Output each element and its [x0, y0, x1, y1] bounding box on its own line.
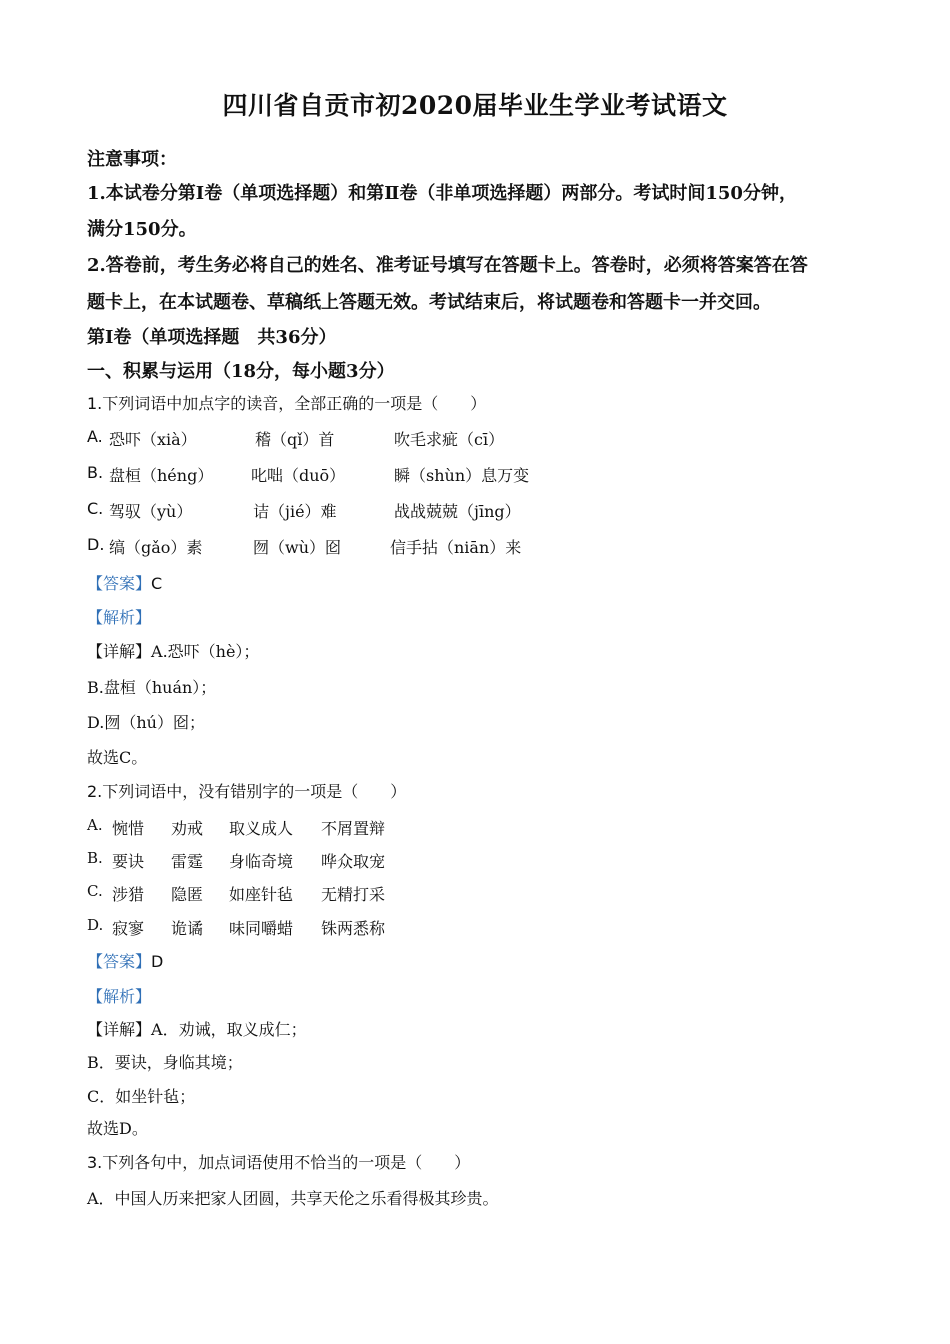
q1-detail-line4: 故选C。: [87, 748, 148, 767]
q1-number: 1.: [87, 394, 103, 413]
q2-option-c-word4: 无精打采: [321, 885, 386, 904]
q2-answer-tag: 【答案】: [87, 952, 152, 971]
q1-detail-text1: A.恐吓（hè）；: [151, 642, 260, 661]
q1-option-b-word1: 盘桓（héng）: [109, 466, 214, 485]
q1-option-a-letter: A.: [87, 427, 103, 446]
q2-option-b-word2: 雷霆: [171, 852, 204, 871]
q1-option-d-word3: 信手拈（niān）来: [390, 538, 522, 557]
q2-option-a-word3: 取义成人: [229, 819, 294, 838]
notice-heading: 注意事项：: [87, 149, 177, 170]
q2-analysis-tag: 【解析】: [87, 987, 152, 1006]
q2-answer: [87, 949, 163, 972]
q1-detail-tag: 【详解】: [87, 642, 152, 661]
q3-number: 3.: [87, 1153, 103, 1172]
q1-analysis-tag: 【解析】: [87, 608, 152, 627]
q3-stem-text: 下列各句中，加点词语使用不恰当的一项是（ ）: [102, 1153, 471, 1172]
notice-item2-line2: 题卡上，在本试题卷、草稿纸上答题无效。考试结束后，将试题卷和答题卡一并交回。: [87, 292, 771, 313]
q2-option-d-word4: 铢两悉称: [321, 919, 386, 938]
q1-option-a-word3: 吹毛求疵（cī）: [394, 430, 505, 449]
q1-detail-line2: B.盘桓（huán）；: [87, 678, 217, 697]
q2-stem: [87, 779, 406, 802]
q2-option-c-word3: 如座针毡: [229, 885, 294, 904]
q1-option-b-word3: 瞬（shùn）息万变: [394, 466, 530, 485]
notice-item2-line1: 2.答卷前，考生务必将自己的姓名、准考证号填写在答题卡上。答卷时，必须将答案答在答: [87, 255, 808, 276]
q1-option-c-word2: 诘（jié）难: [253, 502, 337, 521]
q2-detail-line4: 故选D。: [87, 1119, 148, 1138]
q2-option-b-word3: 身临奇境: [229, 852, 294, 871]
q1-detail-line1: [87, 639, 259, 662]
page-title: 四川省自贡市初2020届毕业生学业考试语文: [222, 91, 728, 120]
q1-option-b-word2: 叱咄（duō）: [251, 466, 346, 485]
q1-option-c-letter: C.: [87, 499, 104, 518]
q2-option-a-word2: 劝戒: [171, 819, 204, 838]
q2-stem-text: 下列词语中，没有错别字的一项是（ ）: [102, 782, 407, 801]
q1-option-d-word1: 缟（gǎo）素: [109, 538, 203, 557]
q2-option-c-letter: C.: [87, 882, 103, 900]
q3-stem: [87, 1150, 470, 1173]
q1-answer-value: C: [151, 574, 163, 593]
q2-option-c-word1: 涉猎: [112, 885, 145, 904]
q2-option-b-letter: B.: [87, 849, 103, 867]
q1-stem: [87, 391, 486, 414]
q1-option-c-word1: 驾驭（yù）: [109, 502, 193, 521]
q1-option-a-word1: 恐吓（xià）: [109, 430, 197, 449]
section1-heading: 一、积累与运用（18分，每小题3分）: [87, 361, 395, 382]
q1-answer: [87, 571, 162, 594]
q2-detail-text1: A．劝诫，取义成仁；: [151, 1020, 307, 1039]
q2-option-a-letter: A.: [87, 816, 103, 834]
notice-item1-line2: 满分150分。: [87, 219, 197, 240]
q2-detail-tag: 【详解】: [87, 1020, 152, 1039]
q1-option-a-word2: 稽（qǐ）首: [255, 430, 335, 449]
q2-option-a-word4: 不屑置辩: [321, 819, 386, 838]
q2-number: 2.: [87, 782, 103, 801]
part1-heading: 第Ⅰ卷（单项选择题 共36分）: [87, 327, 337, 348]
q2-answer-value: D: [151, 952, 164, 971]
q1-answer-tag: 【答案】: [87, 574, 152, 593]
q2-option-c-word2: 隐匿: [171, 885, 204, 904]
q2-option-a-word1: 惋惜: [112, 819, 145, 838]
q2-detail-line2: B．要诀，身临其境；: [87, 1053, 243, 1072]
q2-option-d-word1: 寂寥: [112, 919, 145, 938]
q1-stem-text: 下列词语中加点字的读音，全部正确的一项是（ ）: [102, 394, 487, 413]
q2-option-d-word3: 味同嚼蜡: [229, 919, 294, 938]
notice-item1-line1: 1.本试卷分第Ⅰ卷（单项选择题）和第Ⅱ卷（非单项选择题）两部分。考试时间150分钟，: [87, 183, 797, 204]
q1-option-d-word2: 囫（wù）囵: [253, 538, 342, 557]
q2-option-b-word4: 哗众取宠: [321, 852, 386, 871]
q2-option-d-word2: 诡谲: [171, 919, 204, 938]
q2-option-b-word1: 要诀: [112, 852, 145, 871]
q1-detail-line3: D.囫（hú）囵；: [87, 713, 205, 732]
q2-option-d-letter: D.: [87, 916, 104, 934]
q3-option-a: A．中国人历来把家人团圆，共享天伦之乐看得极其珍贵。: [87, 1189, 499, 1208]
q2-detail-line1: [87, 1017, 307, 1040]
q1-option-b-letter: B.: [87, 463, 104, 482]
q1-option-d-letter: D.: [87, 535, 105, 554]
q2-detail-line3: C．如坐针毡；: [87, 1087, 196, 1106]
q1-option-c-word3: 战战兢兢（jīng）: [394, 502, 521, 521]
